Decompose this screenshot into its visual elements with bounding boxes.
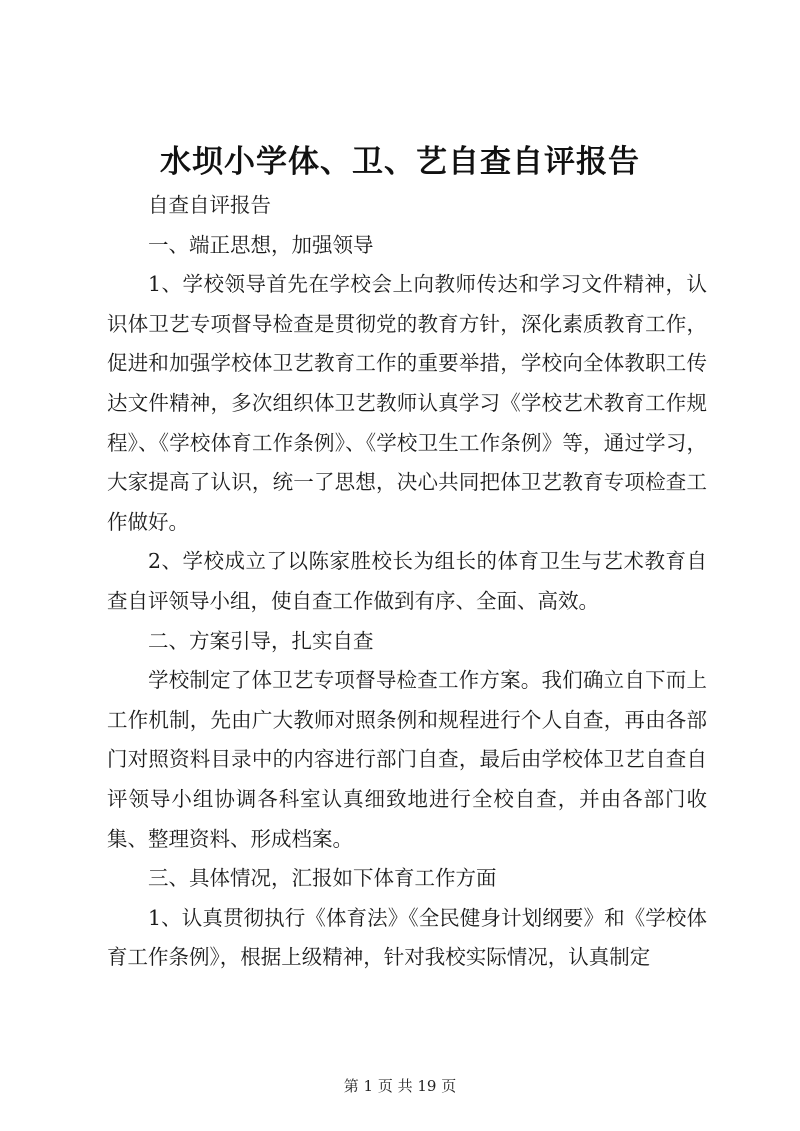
page-number-footer: 第 1 页 共 19 页 [343, 1077, 457, 1095]
document-title: 水坝小学体、卫、艺自查自评报告 [160, 144, 640, 180]
paragraph-plan: 学校制定了体卫艺专项督导检查工作方案。我们确立自下而上工作机制，先由广大教师对照条例和规程进行个人自查，再由各部门对照资料目录中的内容进行部门自查，最后由学校体卫艺自查自评领导小组协调各科室认真细致地进行全校自查，并由各部门收集、整理资料、形成档案。 [107, 668, 707, 851]
paragraph-section-heading-1: 一、端正思想，加强领导 [148, 232, 374, 257]
paragraph-section-heading-2: 二、方案引导，扎实自查 [148, 628, 374, 653]
document-body [107, 186, 707, 978]
paragraph-item-2: 2、学校成立了以陈家胜校长为组长的体育卫生与艺术教育自查自评领导小组，使自查工作做到有序、全面、高效。 [107, 549, 707, 613]
paragraph-item-3: 1、认真贯彻执行《体育法》《全民健身计划纲要》和《学校体育工作条例》，根据上级精神，针对我校实际情况，认真制定 [107, 905, 707, 970]
paragraph-item-1: 1、学校领导首先在学校会上向教师传达和学习文件精神，认识体卫艺专项督导检查是贯彻党的教育方针，深化素质教育工作，促进和加强学校体卫艺教育工作的重要举措，学校向全体教职工传达文件精神，多次组织体卫艺教师认真学习《学校艺术教育工作规程》、《学校体育工作条例》、《学校卫生工作条例》等，通过学习，大家提高了认识，统一了思想，决心共同把体卫艺教育专项检查工作做好。 [107, 272, 707, 534]
paragraph-section-heading-3: 三、具体情况，汇报如下体育工作方面 [148, 866, 497, 891]
paragraph-subtitle: 自查自评报告 [148, 193, 271, 217]
